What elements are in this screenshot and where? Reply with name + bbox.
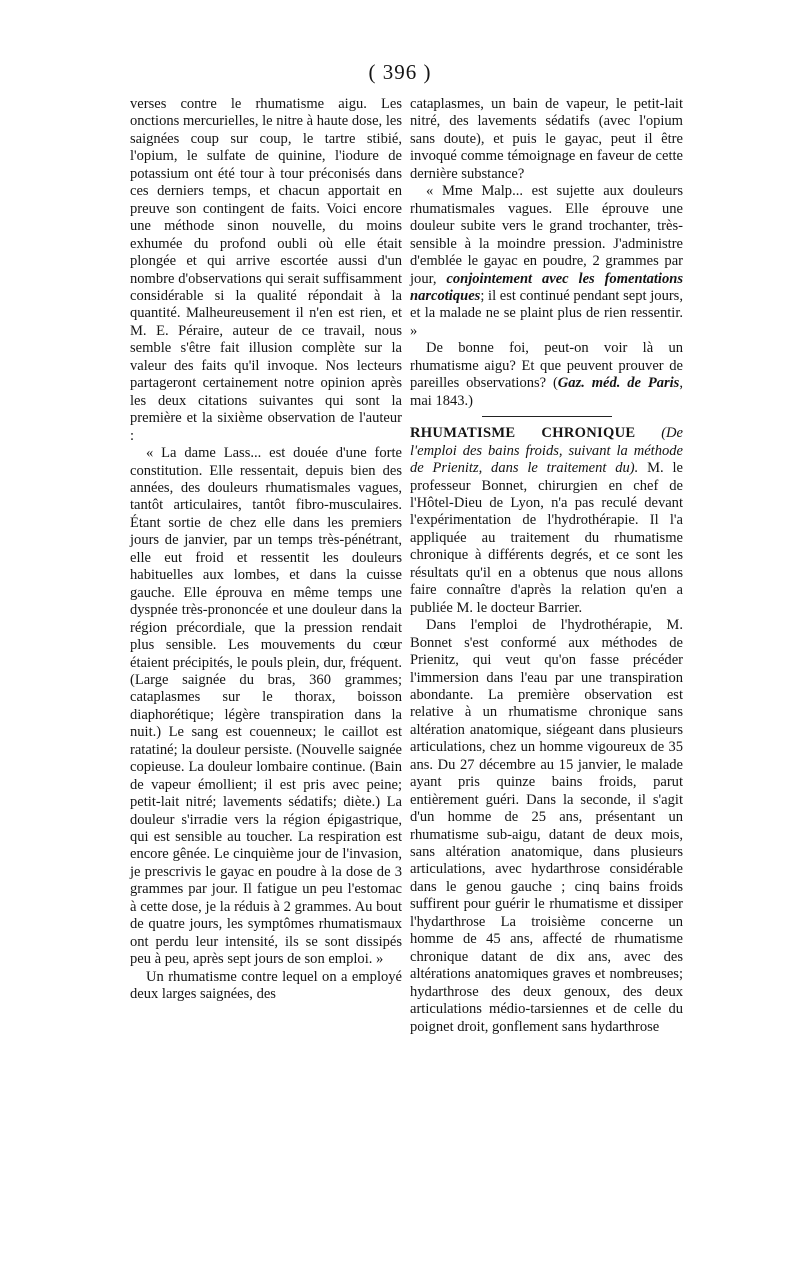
obs-text-end: ; il est continué pendant sept jours, et la malade ne se plaint plus de rien ressentir. » [410, 287, 683, 339]
section-heading-paragraph [410, 425, 683, 617]
p3-text-end: , mai 1843.) [410, 375, 683, 409]
right-paragraph-1: cataplasmes, un bain de vapeur, le petit-lait nitré, des lavements sédatifs (avec l'opium sans doute), et puis le gayac, peut il être invoqué comme témoignage en faveur de cette dernière substance? [410, 96, 683, 182]
obs-text-start: « Mme Malp... est sujette aux douleurs rhumatismales vagues. Elle éprouve une douleur subite vers le grand trochanter, très-sensible à la moindre pression. J'administre d'emblée le gayac en poudre, 2 grammes par jour, [410, 183, 683, 287]
obs-emphasis: conjointement avec les fomentations narcotiques [410, 270, 683, 304]
section-subheading: (De l'emploi des bains froids, suivant la méthode de Prienitz, dans le traitement du). [410, 425, 683, 477]
right-paragraph-5: Dans l'emploi de l'hydrothérapie, M. Bonnet s'est conformé aux méthodes de Prienitz, qui veut qu'on fasse précéder l'immersion dans l'eau par une transpiration abondante. La première observation est relative à un rhumatisme chronique sans altération anatomique, siégeant dans plusieurs articulations, chez un homme vigoureux de 35 ans. Du 27 décembre au 15 janvier, le malade ayant pris quinze bains froids, parut entièrement guéri. Dans la seconde, il s'agit d'un homme de 25 ans, présentant un rhumatisme sub-aigu, datant de deux mois, sans altération anatomique, dans plusieurs articulations, avec hydarthrose considérable dans le genou gauche ; cinq bains froids suffirent pour guérir le rhumatisme et dissiper l'hydarthrose La troisième concerne un homme de 45 ans, affecté de rhumatisme chronique datant de dix ans, avec des altérations anatomiques graves et nombreuses; hydarthrose des deux genoux, des deux articulations médio-tarsiennes et de celle du poignet droit, gonflement sans hydarthrose [410, 617, 683, 1035]
left-paragraph-2-observation: « La dame Lass... est douée d'une forte constitution. Elle ressentait, depuis bien des années, des douleurs rhumatismales vagues, tantôt articulaires, tantôt fibro-musculaires. Étant sortie de chez elle dans les premiers jours de janvier, par un temps très-pénétrant, elle eut froid et ressentit les douleurs habituelles aux lombes, et dans la cuisse gauche. Elle éprouva en même temps une dyspnée très-prononcée et une douleur dans la région précordiale, que la pression rendait plus sensible. Les mouvements du cœur étaient précipités, le pouls plein, dur, fréquent. (Large saignée du bras, 360 grammes; cataplasmes sur le thorax, boisson diaphorétique; légère transpiration dans la nuit.) Le sang est couenneux; le caillot est ratatiné; la douleur persiste. (Nouvelle saignée copieuse. La douleur lombaire continue. (Bain de vapeur émollient; il est pris avec peine; petit-lait nitré; lavements sédatifs; diète.) La douleur s'irradie vers la région épigastrique, qui est sensible au toucher. La respiration est encore gênée. Le cinquième jour de l'invasion, je prescrivis le gayac en poudre à la dose de 3 grammes par jour. Il fatigue un peu l'estomac à cette dose, je la réduis à 2 grammes. Au bout de quatre jours, les symptômes rhumatismaux ont perdu leur intensité, ils se sont dissipés peu à peu, après sept jours de son emploi. » [130, 445, 402, 968]
left-paragraph-3: Un rhumatisme contre lequel on a employé deux larges saignées, des [130, 968, 402, 1003]
left-column [130, 96, 402, 1004]
right-paragraph-2-observation [410, 183, 683, 340]
journal-citation: Gaz. méd. de Paris [557, 375, 680, 392]
left-paragraph-1: verses contre le rhumatisme aigu. Les onctions mercurielles, le nitre à haute dose, les saignées coup sur coup, le tartre stibié, l'opium, le sulfate de quinine, l'iodure de potassium ont été tour à tour préconisés dans ces derniers temps, et chacun apportait en preuve son contingent de faits. Voici encore une méthode sinon nouvelle, du moins exhumée du profond oubli où elle était plongée et qui arrive escortée aussi d'un nombre d'observations qui serait suffisamment considérable si la qualité répondait à la quantité. Malheureusement il n'en est rien, et M. E. Péraire, auteur de ce travail, nous semble s'être fait illusion complète sur la valeur des faits qu'il invoque. Nos lecteurs partageront certainement notre opinion après les deux citations suivantes qui sont la première et la sixième observation de l'auteur : [130, 96, 402, 444]
right-column [410, 96, 683, 1036]
right-paragraph-4: M. le professeur Bonnet, chirurgien en chef de l'Hôtel-Dieu de Lyon, n'a pas reculé devant l'expérimentation de l'hydrothérapie. Il l'a appliquée au traitement du rhumatisme chronique à différents degrés, et ce sont les résultats qu'il en a obtenus que nous allons faire connaître d'après la relation qu'en a publiée M. le docteur Barrier. [410, 460, 683, 616]
right-paragraph-3 [410, 340, 683, 410]
page-number: ( 396 ) [368, 60, 432, 84]
p3-text-start: De bonne foi, peut-on voir là un rhumatisme aigu? Et que peuvent prouver de pareilles observations? ( [410, 340, 683, 392]
section-heading: RHUMATISME CHRONIQUE [410, 425, 636, 442]
section-divider [482, 416, 612, 417]
